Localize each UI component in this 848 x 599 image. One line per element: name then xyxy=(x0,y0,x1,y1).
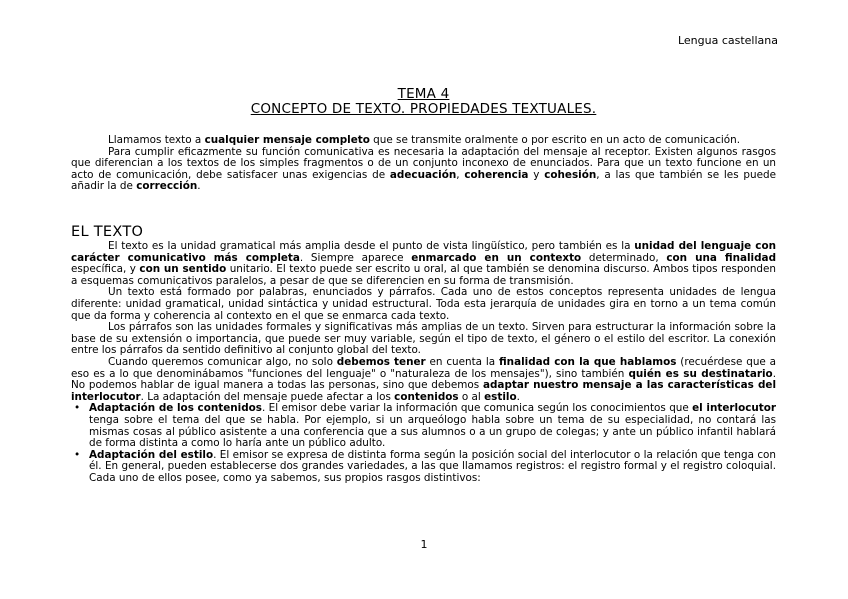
intro-block xyxy=(71,135,776,193)
intro-paragraph-1: Llamamos texto a cualquier mensaje completo que se transmite oralmente o por escrito en un acto de comunicación. xyxy=(108,134,741,146)
section-paragraph-1: El texto es la unidad gramatical más amplia desde el punto de vista lingüístico, pero también es la unidad del lenguaje con carácter comunicativo más completa. Siempre aparece enmarcado en un contexto determinado, con una finalidad específica, y con un sentido unitario. El texto puede ser escrito u oral, al que también se denomina discurso. Ambos tipos responden a esquemas comunicativos paralelos, a pesar de que se diferencien en su forma de transmisión. xyxy=(71,240,777,287)
bullet-icon: • xyxy=(74,402,81,415)
section-paragraph-3: Los párrafos son las unidades formales y significativas más amplias de un texto. Sirven para estructurar la información sobre la base de su extensión o importancia, que puede ser muy variable, según el tipo de texto, el género o el estilo del escritor. La conexión entre los párrafos da sentido definitivo al conjunto global del texto. xyxy=(71,321,776,357)
list-item: • Adaptación del estilo. El emisor se expresa de distinta forma según la posición social del interlocutor o la relación que tenga con él. En general, pueden establecerse dos grandes variedades, a las que llamamos registros: el registro formal y el registro coloquial. Cada uno de ellos posee, como ya sabemos, sus propios rasgos distintivos: xyxy=(74,448,776,484)
intro-paragraph-2: Para cumplir eficazmente su función comunicativa es necesaria la adaptación del mensaje al receptor. Existen algunos rasgos que diferencian a los textos de los simples fragmentos o de un conjunto inconexo de enunciados. Para que un texto funcione en un acto de comunicación, debe satisfacer unas exigencias de adecuación, coherencia y cohesión, a las que también se les puede añadir la de corrección. xyxy=(71,145,776,193)
section-paragraph-4: Cuando queremos comunicar algo, no solo debemos tener en cuenta la finalidad con la que hablamos (recuérdese que a eso es a lo que denominábamos "funciones del lenguaje" o "naturaleza de los mensajes"), sino también quién es su destinatario. No podemos hablar de igual manera a todas las personas, sino que debemos adaptar nuestro mensaje a las características del interlocutor. La adaptación del mensaje puede afectar a los contenidos o al estilo. xyxy=(71,355,777,403)
document-subtitle: CONCEPTO DE TEXTO. PROPIEDADES TEXTUALES. xyxy=(250,101,597,117)
bullet-list xyxy=(71,403,776,484)
page-number: 1 xyxy=(420,538,428,551)
list-item: • Adaptación de los contenidos. El emisor debe variar la información que comunica según los conocimientos que el interlocutor tenga sobre el tema del que se habla. Por ejemplo, si un arqueólogo habla sobre un tema de su especialidad, no contará las mismas cosas al público asistente a una conferencia que a sus alumnos o a un grupo de colegas; y ante un público infantil hablará de forma distinta a como lo haría ante un público adulto. xyxy=(74,402,776,450)
document-title: TEMA 4 xyxy=(397,86,450,102)
bullet-icon: • xyxy=(74,448,81,461)
section-heading: EL TEXTO xyxy=(71,224,144,240)
section-paragraph-2: Un texto está formado por palabras, enunciados y párrafos. Cada uno de estos conceptos representa unidades de lengua diferente: unidad gramatical, unidad sintáctica y unidad estructural. Toda esta jerarquía de unidades gira en torno a un tema común que da forma y coherencia al contexto en el que se enmarca cada texto. xyxy=(71,286,776,322)
running-header: Lengua castellana xyxy=(677,34,778,47)
section-body xyxy=(71,241,776,484)
